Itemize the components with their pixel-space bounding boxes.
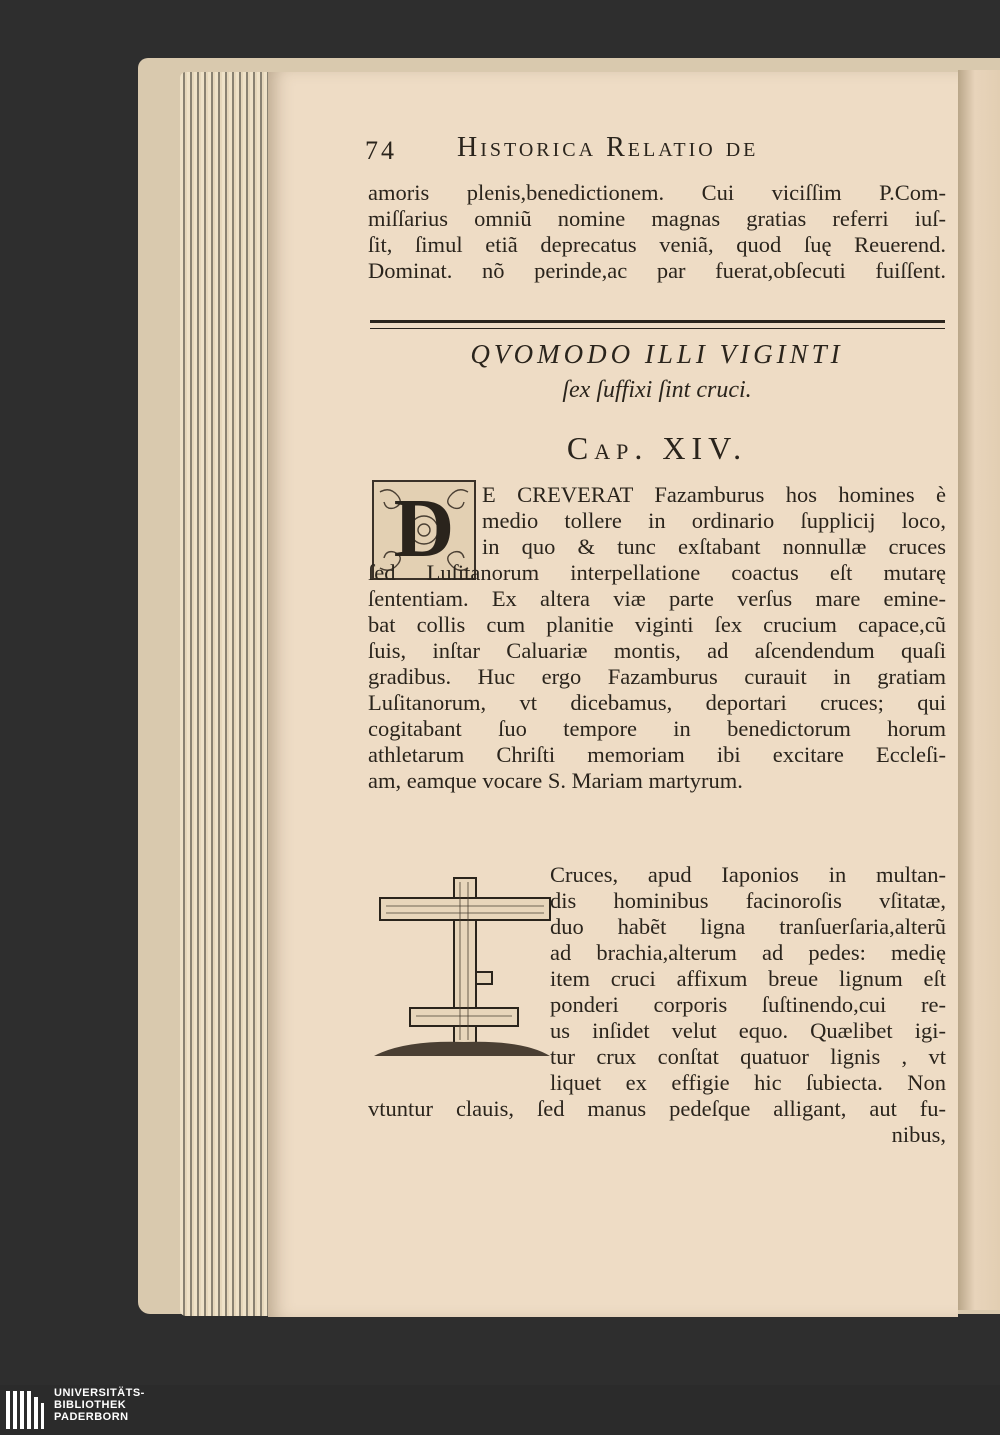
text-line: ſit, ſimul etiã deprecatus veniã, quod ſuę Reuerend. [368,232,946,257]
text-line: Dominat. nõ perinde,ac par fuerat,obſecuti fuiſſent. [368,258,946,283]
library-name [54,1387,145,1423]
text-line: am, eamque vocare S. Mariam martyrum. [368,768,743,793]
running-header [365,132,945,174]
text-line: us inſidet velut equo. Quælibet igi- [550,1018,946,1043]
library-logo-icon [6,1391,44,1429]
text-line: E CREVERAT Fazamburus hos homines è [482,482,946,507]
chapter-number: Cap. XIV. [566,430,748,466]
page-number: 74 [365,136,397,165]
text-line: ſuis, inſtar Caluariæ montis, ad aſcendendum quaſi [368,638,946,663]
text-line: dis hominibus facinoroſis vſitatæ, [550,888,946,913]
text-line: liquet ex effigie hic ſubiecta. Non [550,1070,946,1095]
text-line: bat collis cum planitie viginti ſex crucium capace,cũ [368,612,946,637]
initial-letter: D [393,482,455,575]
running-head-title: Historica Relatio de [457,132,759,163]
text-line: amoris plenis,benedictionem. Cui viciſſim P.Com- [368,180,946,205]
catchword: nibus, [891,1122,946,1147]
text-line: item cruci affixum breue lignum eſt [550,966,946,991]
chapter-subtitle: ſex ſuffixi ſint cruci. [562,377,752,403]
text-line: ſed Luſitanorum interpellatione coactus eſt mutarę [368,560,946,585]
chapter-title: QVOMODO ILLI VIGINTI [470,339,844,369]
facing-page-edge [958,70,1000,1310]
text-line: Cruces, apud Iaponios in multan- [550,862,946,887]
text-line: duo habẽt ligna tranſuerſaria,alterũ [550,914,946,939]
text-line: Luſitanorum, vt dicebamus, deportari cruces; qui [368,690,946,715]
library-name-line: UNIVERSITÄTS- [54,1387,145,1399]
text-line: miſſarius omniũ nomine magnas gratias referri iuſ- [368,206,946,231]
opening-text [368,180,946,284]
text-line: vtuntur clauis, ſed manus pedeſque alligant, aut fu- [368,1096,946,1121]
paragraph-2 [368,862,946,1148]
text-line: athletarum Chriſti memoriam ibi excitare Eccleſi- [368,742,946,767]
paragraph-1 [368,482,946,794]
text-line: ponderi corporis ſuſtinendo,cui re- [550,992,946,1017]
text-line: tur crux conſtat quatuor lignis , vt [550,1044,946,1069]
page-edges [180,72,272,1316]
text-line: gradibus. Huc ergo Fazamburus curauit in gratiam [368,664,946,689]
library-name-line: BIBLIOTHEK [54,1399,127,1411]
section-rule [370,320,945,329]
text-line: in quo & tunc exſtabant nonnullæ cruces [482,534,946,559]
text-line: ad brachia,alterum ad pedes: medię [550,940,946,965]
text-line: cogitabant ſuo tempore in benedictorum horum [368,716,946,741]
library-name-line: PADERBORN [54,1411,129,1423]
text-line: ſententiam. Ex altera viæ parte verſus mare emine- [368,586,946,611]
text-line: medio tollere in ordinario ſupplicij loco, [482,508,946,533]
library-footer [0,1385,1000,1435]
